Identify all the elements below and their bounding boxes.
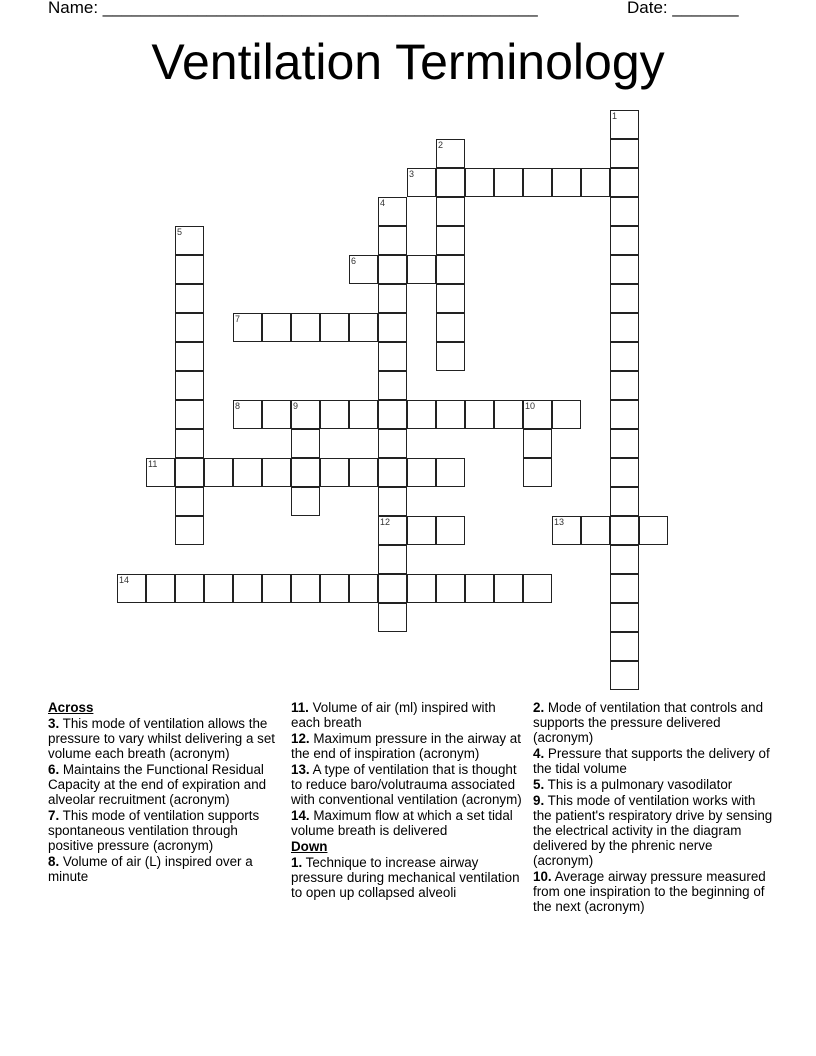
crossword-cell[interactable] <box>523 429 552 458</box>
crossword-cell[interactable] <box>407 516 436 545</box>
across-heading: Across <box>48 700 94 715</box>
crossword-cell[interactable] <box>175 458 204 487</box>
crossword-cell[interactable] <box>378 284 407 313</box>
crossword-cell[interactable] <box>175 313 204 342</box>
crossword-cell[interactable] <box>291 458 320 487</box>
down-heading: Down <box>291 839 328 854</box>
crossword-cell[interactable] <box>407 255 436 284</box>
crossword-cell[interactable] <box>610 168 639 197</box>
crossword-cell[interactable] <box>204 458 233 487</box>
crossword-cell[interactable] <box>436 284 465 313</box>
crossword-cell[interactable] <box>610 516 639 545</box>
crossword-cell[interactable] <box>262 458 291 487</box>
crossword-cell[interactable] <box>175 371 204 400</box>
crossword-cell[interactable] <box>291 429 320 458</box>
name-field-label: Name: ______________________________________________ <box>48 0 538 17</box>
crossword-cell[interactable] <box>175 226 204 255</box>
crossword-cell[interactable] <box>233 400 262 429</box>
clue-down-1: 1. Technique to increase airway pressure during mechanical ventilation to open up collapsed alveoli <box>291 855 520 900</box>
clue-number: 5 <box>177 227 183 237</box>
crossword-cell[interactable] <box>175 284 204 313</box>
clue-down-5: 5. This is a pulmonary vasodilator <box>533 777 733 792</box>
crossword-cell[interactable] <box>610 110 639 139</box>
crossword-cell[interactable] <box>291 400 320 429</box>
crossword-cell[interactable] <box>378 458 407 487</box>
crossword-cell[interactable] <box>175 255 204 284</box>
crossword-cell[interactable] <box>610 197 639 226</box>
crossword-cell[interactable] <box>610 632 639 661</box>
crossword-cell[interactable] <box>291 487 320 516</box>
crossword-cell[interactable] <box>320 458 349 487</box>
crossword-cell[interactable] <box>639 516 668 545</box>
crossword-cell[interactable] <box>407 574 436 603</box>
crossword-cell[interactable] <box>378 400 407 429</box>
crossword-cell[interactable] <box>581 516 610 545</box>
crossword-cell[interactable] <box>320 574 349 603</box>
date-field-label: Date: _______ <box>627 0 739 17</box>
clue-across-6: 6. Maintains the Functional Residual Capacity at the end of expiration and alveolar recruitment (acronym) <box>48 762 267 807</box>
crossword-cell[interactable] <box>233 574 262 603</box>
clue-number: 6 <box>351 256 357 266</box>
crossword-cell[interactable] <box>378 603 407 632</box>
crossword-cell[interactable] <box>233 458 262 487</box>
clue-across-8: 8. Volume of air (L) inspired over a minute <box>48 854 253 884</box>
crossword-cell[interactable] <box>523 574 552 603</box>
crossword-cell[interactable] <box>175 400 204 429</box>
clue-number: 8 <box>235 401 241 411</box>
crossword-cell[interactable] <box>465 400 494 429</box>
clue-across-12: 12. Maximum pressure in the airway at the end of inspiration (acronym) <box>291 731 521 761</box>
crossword-cell[interactable] <box>378 516 407 545</box>
crossword-cell[interactable] <box>204 574 233 603</box>
crossword-cell[interactable] <box>610 139 639 168</box>
crossword-cell[interactable] <box>378 429 407 458</box>
crossword-cell[interactable] <box>436 313 465 342</box>
crossword-cell[interactable] <box>378 313 407 342</box>
crossword-cell[interactable] <box>436 226 465 255</box>
crossword-cell[interactable] <box>436 458 465 487</box>
crossword-cell[interactable] <box>436 400 465 429</box>
clue-across-14: 14. Maximum flow at which a set tidal volume breath is delivered <box>291 808 513 838</box>
crossword-cell[interactable] <box>436 139 465 168</box>
clue-down-10: 10. Average airway pressure measured from one inspiration to the beginning of the next (acronym) <box>533 869 766 914</box>
clue-across-3: 3. This mode of ventilation allows the pressure to vary whilst delivering a set volume each breath (acronym) <box>48 716 275 761</box>
crossword-cell[interactable] <box>610 400 639 429</box>
crossword-cell[interactable] <box>262 400 291 429</box>
crossword-cell[interactable] <box>407 400 436 429</box>
crossword-cell[interactable] <box>494 574 523 603</box>
clue-number: 10 <box>525 401 536 411</box>
crossword-cell[interactable] <box>494 168 523 197</box>
crossword-cell[interactable] <box>552 516 581 545</box>
crossword-cell[interactable] <box>494 400 523 429</box>
clue-down-4: 4. Pressure that supports the delivery of the tidal volume <box>533 746 770 776</box>
crossword-cell[interactable] <box>436 168 465 197</box>
crossword-cell[interactable] <box>175 487 204 516</box>
crossword-cell[interactable] <box>610 342 639 371</box>
crossword-cell[interactable] <box>291 313 320 342</box>
crossword-cell[interactable] <box>262 574 291 603</box>
crossword-cell[interactable] <box>175 429 204 458</box>
crossword-cell[interactable] <box>465 168 494 197</box>
clue-number: 3 <box>409 169 415 179</box>
crossword-cell[interactable] <box>407 458 436 487</box>
clue-number: 14 <box>119 575 130 585</box>
crossword-cell[interactable] <box>436 197 465 226</box>
clue-number: 7 <box>235 314 241 324</box>
clue-number: 13 <box>554 517 565 527</box>
crossword-cell[interactable] <box>117 574 146 603</box>
crossword-cell[interactable] <box>610 255 639 284</box>
crossword-cell[interactable] <box>523 400 552 429</box>
clue-number: 4 <box>380 198 386 208</box>
crossword-cell[interactable] <box>291 574 320 603</box>
crossword-cell[interactable] <box>378 197 407 226</box>
crossword-cell[interactable] <box>175 342 204 371</box>
crossword-cell[interactable] <box>378 226 407 255</box>
crossword-cell[interactable] <box>465 574 494 603</box>
clue-number: 2 <box>438 140 444 150</box>
crossword-cell[interactable] <box>349 574 378 603</box>
crossword-cell[interactable] <box>378 545 407 574</box>
clue-across-7: 7. This mode of ventilation supports spontaneous ventilation through positive pressure (acronym) <box>48 808 260 853</box>
crossword-cell[interactable] <box>262 313 291 342</box>
crossword-cell[interactable] <box>175 516 204 545</box>
crossword-cell[interactable] <box>581 168 610 197</box>
page-title: Ventilation Terminology <box>151 34 665 90</box>
crossword-cell[interactable] <box>610 574 639 603</box>
clue-across-11: 11. Volume of air (ml) inspired with each breath <box>291 700 496 730</box>
crossword-cell[interactable] <box>378 371 407 400</box>
crossword-cell[interactable] <box>378 487 407 516</box>
clue-number: 12 <box>380 517 391 527</box>
crossword-cell[interactable] <box>320 400 349 429</box>
crossword-cell[interactable] <box>349 313 378 342</box>
crossword-cell[interactable] <box>349 458 378 487</box>
crossword-cell[interactable] <box>610 603 639 632</box>
crossword-cell[interactable] <box>349 255 378 284</box>
crossword-cell[interactable] <box>523 458 552 487</box>
crossword-cell[interactable] <box>523 168 552 197</box>
clue-down-9: 9. This mode of ventilation works with the patient's respiratory drive by sensing the electrical activity in the diagram delivered by the phrenic nerve (acronym) <box>533 793 773 868</box>
crossword-cell[interactable] <box>610 545 639 574</box>
crossword-cell[interactable] <box>610 313 639 342</box>
clue-down-2: 2. Mode of ventilation that controls and supports the pressure delivered (acronym) <box>533 700 764 745</box>
crossword-cell[interactable] <box>552 168 581 197</box>
clue-number: 1 <box>612 111 618 121</box>
crossword-cell[interactable] <box>320 313 349 342</box>
crossword-cell[interactable] <box>436 574 465 603</box>
crossword-cell[interactable] <box>378 255 407 284</box>
crossword-cell[interactable] <box>436 342 465 371</box>
crossword-cell[interactable] <box>146 458 175 487</box>
clue-across-13: 13. A type of ventilation that is thought to reduce baro/volutrauma associated with conventional ventilation (acronym) <box>291 762 522 807</box>
crossword-cell[interactable] <box>175 574 204 603</box>
crossword-cell[interactable] <box>436 255 465 284</box>
clue-number: 9 <box>293 401 299 411</box>
crossword-cell[interactable] <box>610 458 639 487</box>
crossword-cell[interactable] <box>552 400 581 429</box>
crossword-cell[interactable] <box>233 313 262 342</box>
crossword-cell[interactable] <box>610 429 639 458</box>
crossword-cell[interactable] <box>610 487 639 516</box>
crossword-cell[interactable] <box>349 400 378 429</box>
crossword-cell[interactable] <box>436 516 465 545</box>
clues-column-2 <box>291 700 527 901</box>
clue-number: 11 <box>148 459 158 469</box>
crossword-cell[interactable] <box>146 574 175 603</box>
crossword-cell[interactable] <box>610 371 639 400</box>
crossword-cell[interactable] <box>610 284 639 313</box>
crossword-cell[interactable] <box>378 574 407 603</box>
crossword-cell[interactable] <box>378 342 407 371</box>
clues-column-3 <box>533 700 773 915</box>
crossword-cell[interactable] <box>407 168 436 197</box>
crossword-cell[interactable] <box>610 661 639 690</box>
crossword-cell[interactable] <box>610 226 639 255</box>
clues-column-1 <box>48 700 284 885</box>
